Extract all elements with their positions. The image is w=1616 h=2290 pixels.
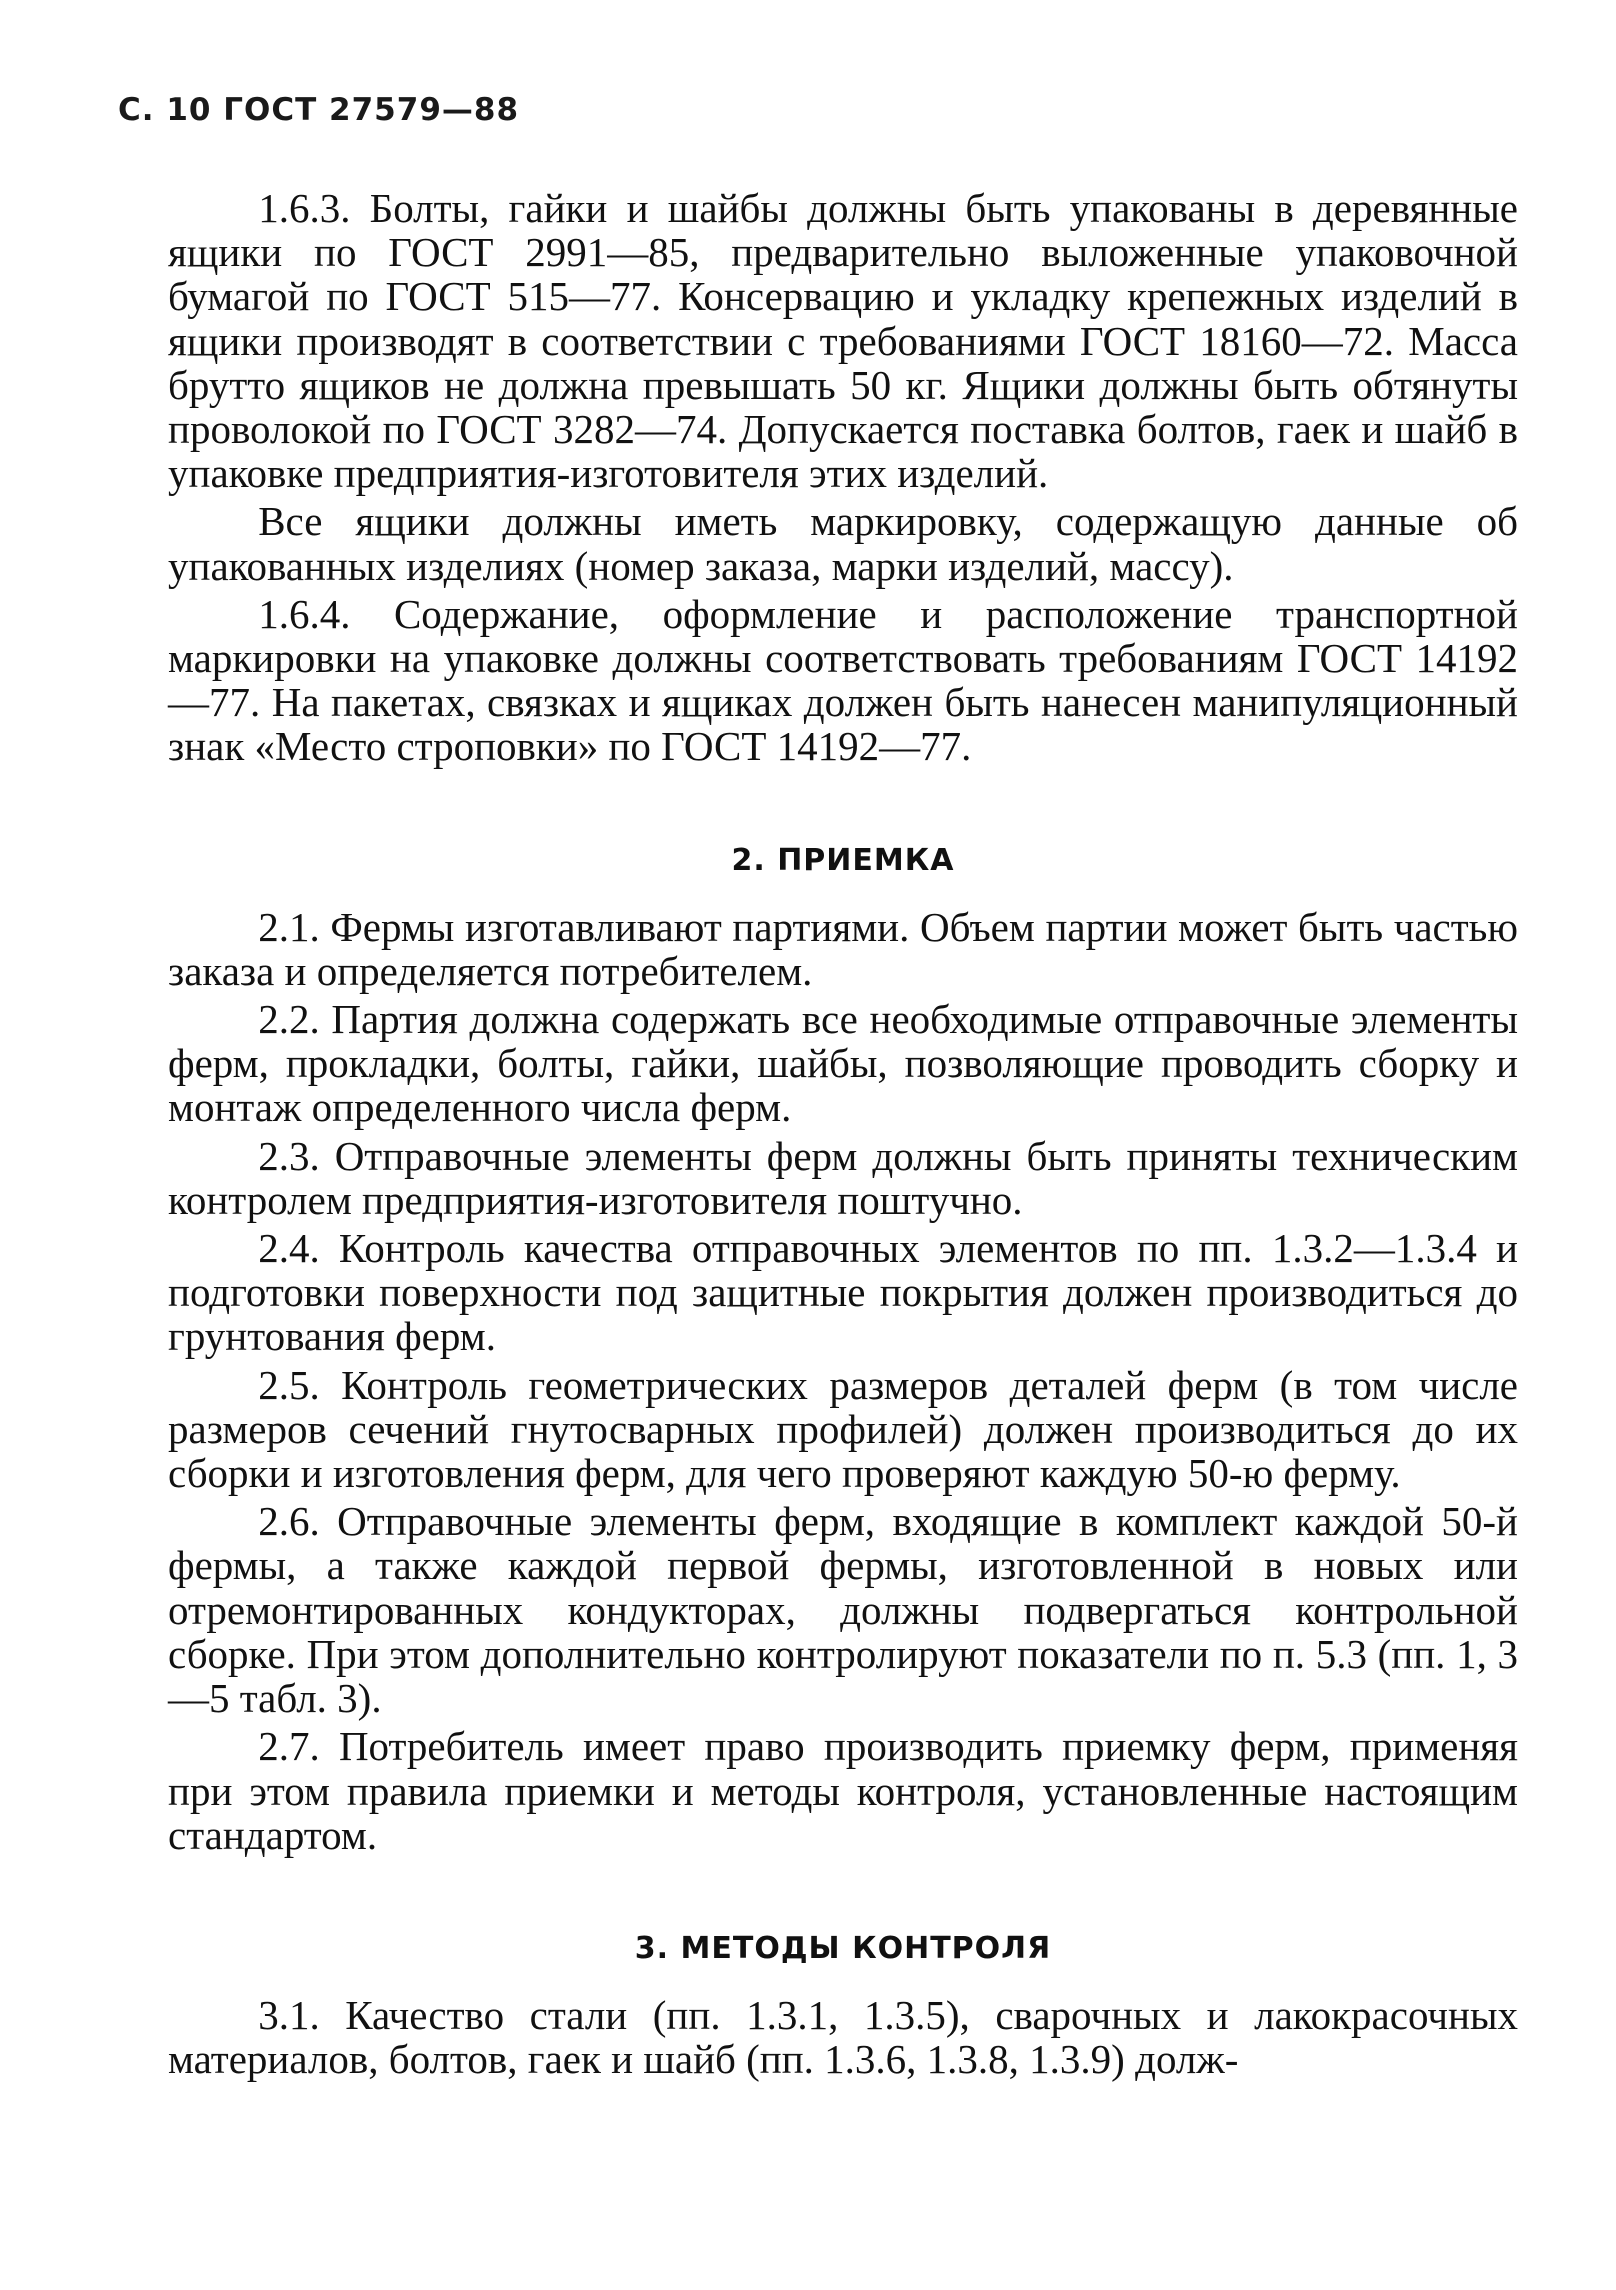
paragraph-1-6-4: 1.6.4. Содержание, оформление и расположение транспортной маркировки на упаковке должны соответствовать требованиям ГОСТ 14192—77. На пакетах, связках и ящиках должен быть нанесен манипуляционный знак «Место строповки» по ГОСТ 14192—77. xyxy=(168,590,1518,770)
document-body xyxy=(168,186,1518,2081)
paragraph-2-1: 2.1. Фермы изготавливают партиями. Объем партии может быть частью заказа и определяется потребителем. xyxy=(168,903,1518,994)
paragraph-1-6-3: 1.6.3. Болты, гайки и шайбы должны быть упакованы в деревянные ящики по ГОСТ 2991—85, предварительно выложенные упаковочной бумагой по ГОСТ 515—77. Консервацию и укладку крепежных изделий в ящики производят в соответствии с требованиями ГОСТ 18160—72. Масса брутто ящиков не должна превышать 50 кг. Ящики должны быть обтянуты проволокой по ГОСТ 3282—74. Допускается поставка болтов, гаек и шайб в упаковке предприятия-изготовителя этих изделий. xyxy=(168,185,1518,497)
paragraph-2-3: 2.3. Отправочные элементы ферм должны быть приняты техническим контролем предприятия-изготовителя поштучно. xyxy=(168,1132,1518,1223)
paragraph-2-4: 2.4. Контроль качества отправочных элементов по пп. 1.3.2—1.3.4 и подготовки поверхности под защитные покрытия должен производиться до грунтования ферм. xyxy=(168,1225,1518,1360)
running-head: С. 10 ГОСТ 27579—88 xyxy=(118,92,520,128)
section-title-acceptance: 2. ПРИЕМКА xyxy=(731,842,955,878)
paragraph-2-5: 2.5. Контроль геометрических размеров деталей ферм (в том числе размеров сечений гнутосварных профилей) должен производиться до их сборки и изготовления ферм, для чего проверяют каждую 50-ю ферму. xyxy=(168,1361,1518,1497)
paragraph-2-6: 2.6. Отправочные элементы ферм, входящие в комплект каждой 50-й фермы, а также каждой первой фермы, изготовленной в новых или отремонтированных кондукторах, должны подвергаться контрольной сборке. При этом дополнительно контролируют показатели по п. 5.3 (пп. 1, 3—5 табл. 3). xyxy=(168,1498,1518,1722)
paragraph-2-7: 2.7. Потребитель имеет право производить приемку ферм, применяя при этом правила приемки и методы контроля, установленные настоящим стандартом. xyxy=(168,1723,1518,1858)
paragraph-boxes-marking: Все ящики должны иметь маркировку, содержащую данные об упакованных изделиях (номер заказа, марки изделий, массу). xyxy=(168,498,1518,589)
paragraph-3-1: 3.1. Качество стали (пп. 1.3.1, 1.3.5), сварочных и лакокрасочных материалов, болтов, гаек и шайб (пп. 1.3.6, 1.3.8, 1.3.9) долж- xyxy=(168,1991,1518,2083)
section-title-control-methods: 3. МЕТОДЫ КОНТРОЛЯ xyxy=(634,1930,1052,1966)
paragraph-2-2: 2.2. Партия должна содержать все необходимые отправочные элементы ферм, прокладки, болты, гайки, шайбы, позволяющие проводить сборку и монтаж определенного числа ферм. xyxy=(168,996,1518,1131)
